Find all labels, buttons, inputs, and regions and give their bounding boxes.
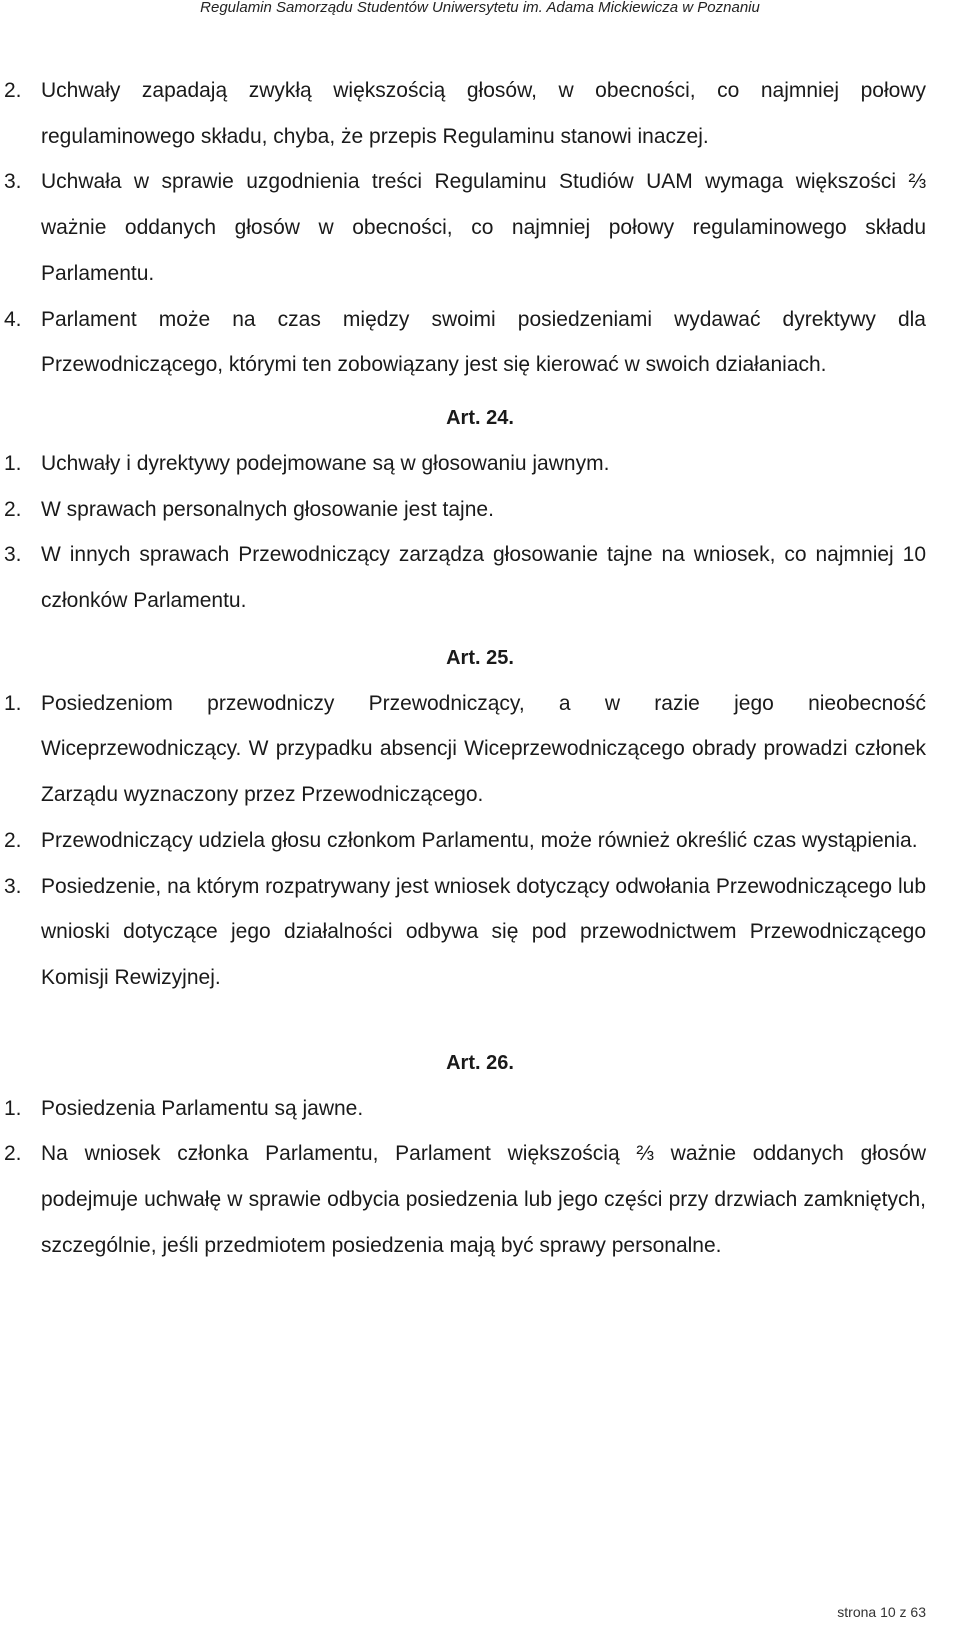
list-item <box>0 532 960 623</box>
item-text: Uchwały i dyrektywy podejmowane są w głosowaniu jawnym. <box>41 451 610 475</box>
item-text: Posiedzeniom przewodniczy Przewodniczący, a w razie jego nieobecność Wiceprzewodniczący. W przypadku absencji Wiceprzewodniczącego obrady prowadzi członek Zarządu wyznaczony przez Przewodniczącego. <box>41 691 926 807</box>
item-text: Przewodniczący udziela głosu członkom Parlamentu, może również określić czas wystąpienia. <box>41 828 918 852</box>
item-number: 3. <box>4 170 22 194</box>
item-number: 1. <box>4 691 22 715</box>
list-item <box>0 1086 960 1132</box>
item-number: 2. <box>4 1142 22 1166</box>
list-item <box>0 487 960 533</box>
article-heading: Art. 26. <box>446 1051 514 1074</box>
list-item <box>0 297 960 388</box>
article-heading: Art. 25. <box>446 646 514 669</box>
item-number: 3. <box>4 874 22 898</box>
item-text: Posiedzenie, na którym rozpatrywany jest wniosek dotyczący odwołania Przewodniczącego lub wnioski dotyczące jego działalności odbywa się pod przewodnictwem Przewodniczącego Komisji Rewizyjnej. <box>41 874 926 989</box>
list-item <box>0 1131 960 1268</box>
article-heading: Art. 24. <box>446 406 514 429</box>
list-item <box>0 681 960 818</box>
item-number: 2. <box>4 497 22 521</box>
list-item <box>0 864 960 1001</box>
list-item <box>0 159 960 296</box>
item-text: Uchwały zapadają zwykłą większością głosów, w obecności, co najmniej połowy regulaminowego składu, chyba, że przepis Regulaminu stanowi inaczej. <box>41 79 926 148</box>
list-item <box>0 68 960 159</box>
list-item <box>0 441 960 487</box>
item-text: Posiedzenia Parlamentu są jawne. <box>41 1096 364 1120</box>
item-text: Na wniosek członka Parlamentu, Parlament większością ⅔ ważnie oddanych głosów podejmuje uchwałę w sprawie odbycia posiedzenia lub jego części przy drzwiach zamkniętych, szczególnie, jeśli przedmiotem posiedzenia mają być sprawy personalne. <box>41 1142 926 1257</box>
item-text: Parlament może na czas między swoimi posiedzeniami wydawać dyrektywy dla Przewodniczącego, którymi ten zobowiązany jest się kierować w swoich działaniach. <box>41 307 926 377</box>
list-item <box>0 818 960 864</box>
item-number: 3. <box>4 543 22 567</box>
page-number: strona 10 z 63 <box>837 1604 926 1620</box>
document-body <box>0 68 960 1268</box>
item-text: W innych sprawach Przewodniczący zarządza głosowanie tajne na wniosek, co najmniej 10 członków Parlamentu. <box>41 543 926 613</box>
item-number: 2. <box>4 79 22 102</box>
page-header: Regulamin Samorządu Studentów Uniwersytetu im. Adama Mickiewicza w Poznaniu <box>200 0 760 16</box>
item-text: W sprawach personalnych głosowanie jest tajne. <box>41 497 494 521</box>
item-text: Uchwała w sprawie uzgodnienia treści Regulaminu Studiów UAM wymaga większości ⅔ ważnie oddanych głosów w obecności, co najmniej połowy regulaminowego składu Parlamentu. <box>41 170 926 285</box>
item-number: 2. <box>4 828 22 852</box>
item-number: 1. <box>4 451 22 475</box>
item-number: 4. <box>4 307 22 331</box>
item-number: 1. <box>4 1096 22 1120</box>
